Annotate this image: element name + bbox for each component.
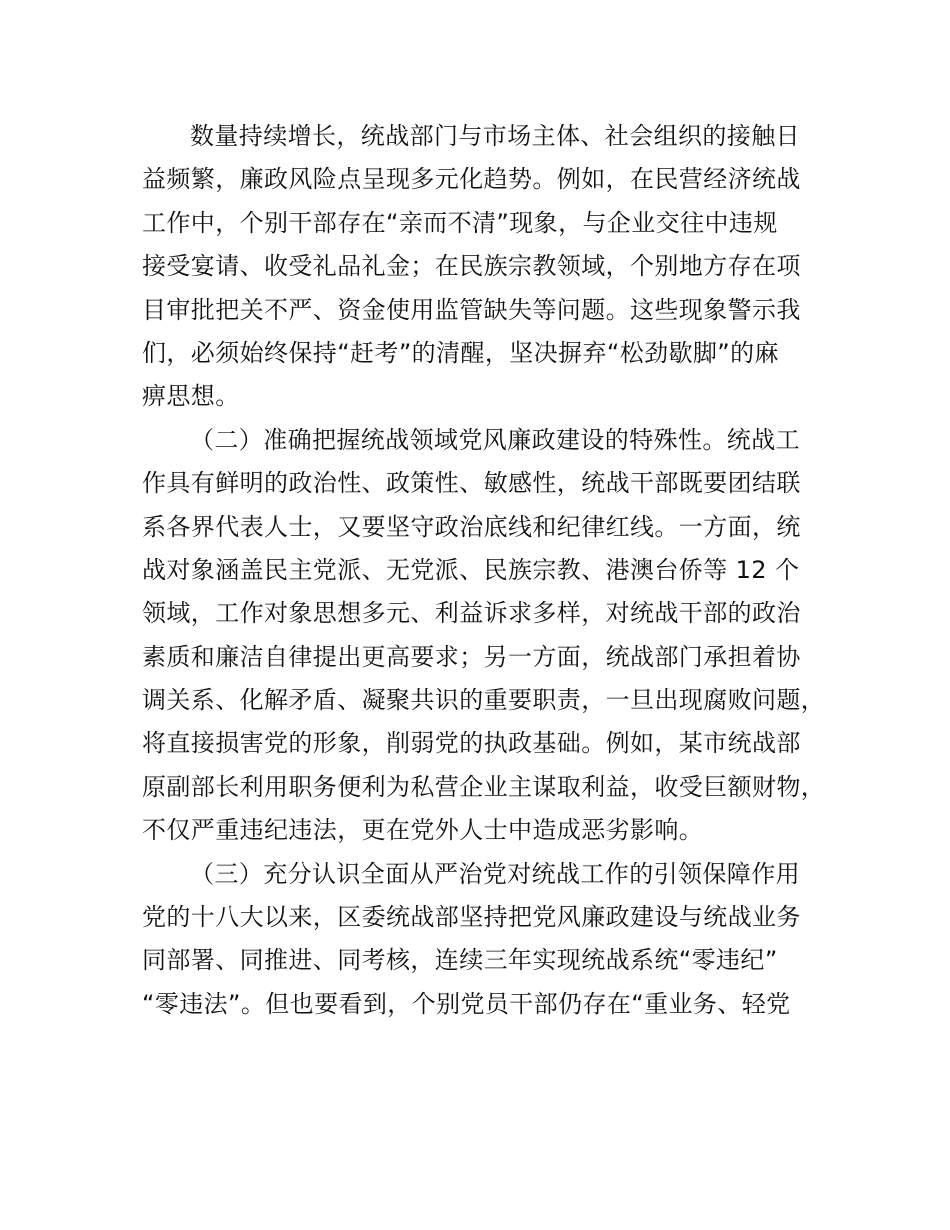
section-heading-line: （三）充分认识全面从严治党对统战工作的引领保障作用 <box>190 859 800 888</box>
text-line: 党的十八大以来，区委统战部坚持把党风廉政建设与统战业务 <box>142 903 801 932</box>
text-line: 不仅严重违纪违法，更在党外人士中造成恶劣影响。 <box>142 816 704 845</box>
text-line: 原副部长利用职务便利为私营企业主谋取利益，收受巨额财物， <box>142 772 826 801</box>
text-line: 益频繁，廉政风险点呈现多元化趋势。例如，在民营经济统战 <box>142 165 801 194</box>
text-line: 战对象涵盖民主党派、无党派、民族宗教、港澳台侨等 12 个 <box>142 555 800 584</box>
section-heading-line: （二）准确把握统战领域党风廉政建设的特殊性。统战工 <box>190 425 800 454</box>
text-line: 们，必须始终保持“赶考”的清醒，坚决摒弃“松劲歇脚”的麻 <box>142 338 779 367</box>
document-body <box>142 115 842 1026</box>
text-line: 工作中，个别干部存在“亲而不清”现象，与企业交往中违规 <box>142 208 778 237</box>
text-line: 作具有鲜明的政治性、政策性、敏感性，统战干部既要团结联 <box>142 469 801 498</box>
paragraph-2 <box>142 419 842 853</box>
text-line: 素质和廉洁自律提出更高要求；另一方面，统战部门承担着协 <box>142 642 801 671</box>
text-line: 将直接损害党的形象，削弱党的执政基础。例如，某市统战部 <box>142 729 801 758</box>
text-line: 领域，工作对象思想多元、利益诉求多样，对统战干部的政治 <box>142 599 801 628</box>
text-line: 调关系、化解矛盾、凝聚共识的重要职责，一旦出现腐败问题， <box>142 686 826 715</box>
text-line: 系各界代表人士，又要坚守政治底线和纪律红线。一方面，统 <box>142 512 801 541</box>
paragraph-3 <box>142 853 842 1027</box>
text-line: 数量持续增长，统战部门与市场主体、社会组织的接触日 <box>190 122 800 150</box>
text-line: “零违法”。但也要看到，个别党员干部仍存在“重业务、轻党 <box>142 989 791 1018</box>
text-line: 目审批把关不严、资金使用监管缺失等问题。这些现象警示我 <box>142 295 801 324</box>
paragraph-1 <box>142 115 842 419</box>
text-line: 同部署、同推进、同考核，连续三年实现统战系统“零违纪” <box>142 946 778 975</box>
text-line: 痹思想。 <box>142 382 240 411</box>
text-line: 接受宴请、收受礼品礼金；在民族宗教领域，个别地方存在项 <box>142 252 801 281</box>
